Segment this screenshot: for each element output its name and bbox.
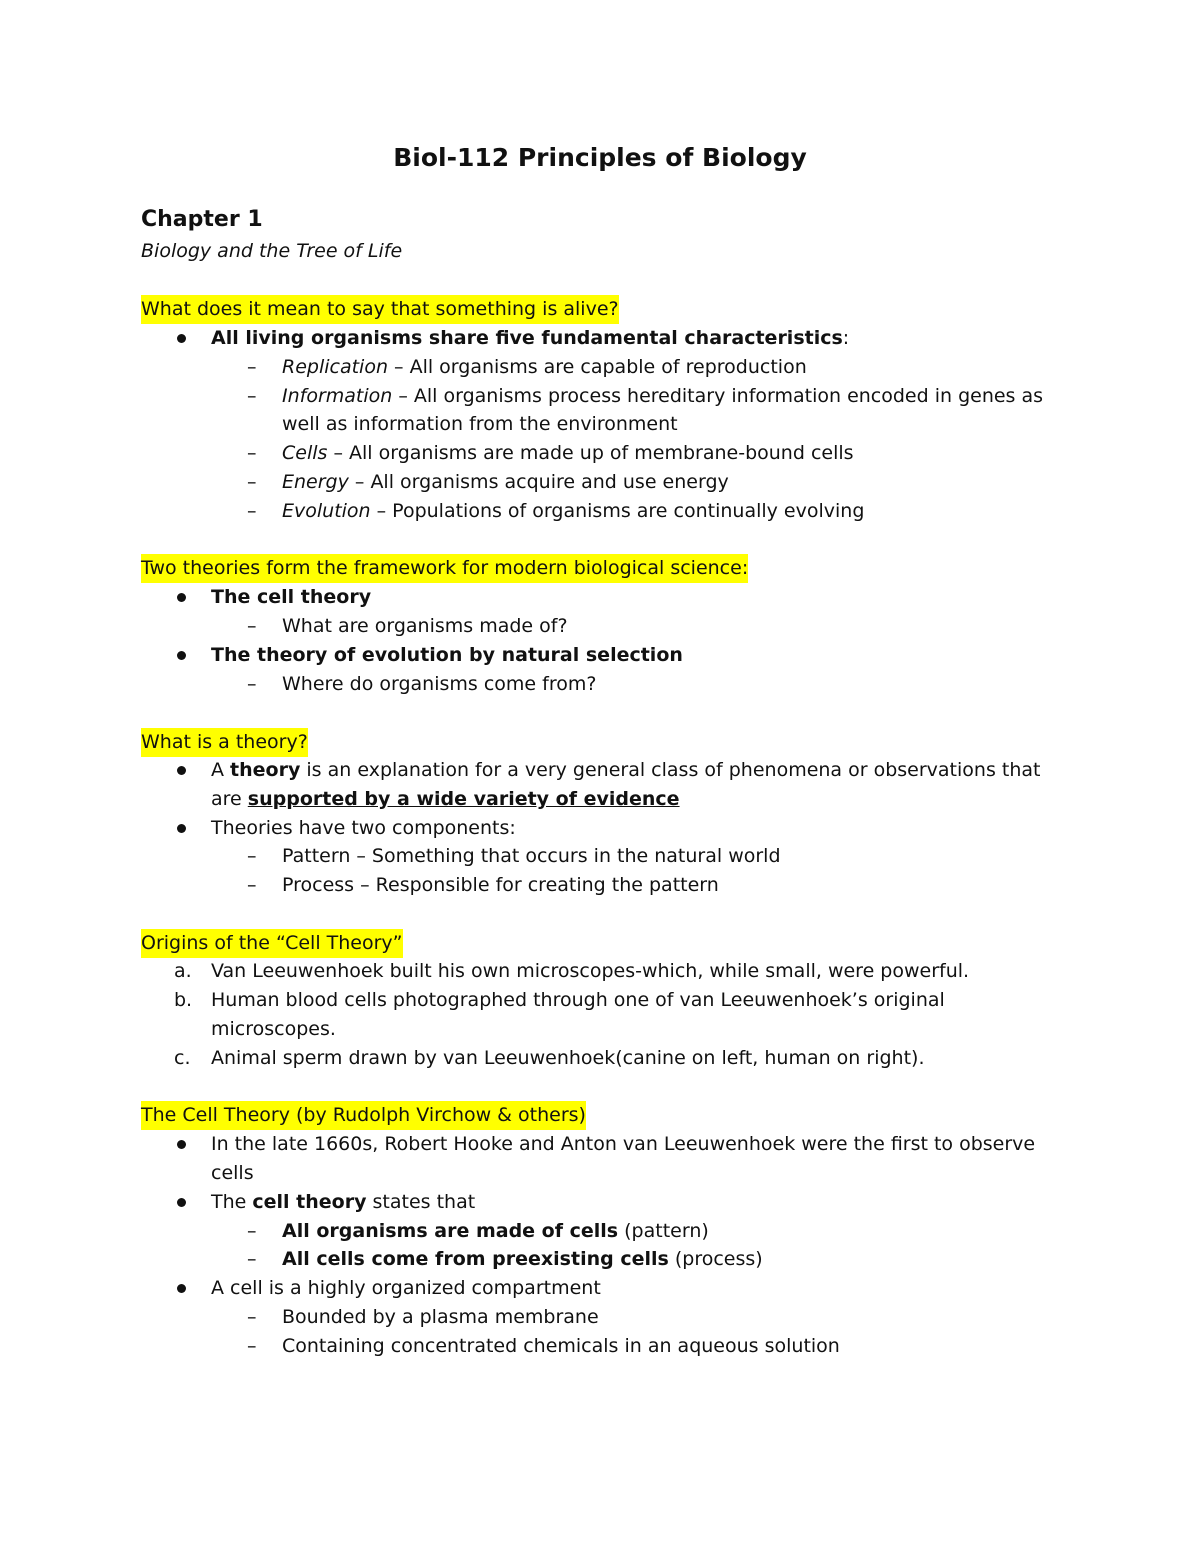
sub-pattern: Pattern – Something that occurs in the natural world <box>282 845 781 867</box>
dash-icon: – <box>247 845 257 867</box>
characteristic-cells: Cells – All organisms are made up of membrane-bound cells <box>282 442 854 464</box>
bullet-icon <box>177 1198 186 1207</box>
dash-icon: – <box>247 1306 257 1328</box>
section-heading-cell-theory: The Cell Theory (by Rudolph Virchow & others) <box>141 1101 586 1130</box>
characteristic-information: Information – All organisms process hereditary information encoded in genes as <box>282 385 1044 407</box>
sub-process: Process – Responsible for creating the pattern <box>282 874 719 896</box>
chapter-subtitle: Biology and the Tree of Life <box>141 240 403 262</box>
list-item-b-cont: microscopes. <box>211 1018 336 1040</box>
sub-organisms-cells: All organisms are made of cells (pattern) <box>282 1220 709 1242</box>
bullet-icon <box>177 651 186 660</box>
dash-icon: – <box>247 1335 257 1357</box>
bullet-hooke: In the late 1660s, Robert Hooke and Anton van Leeuwenhoek were the first to observe <box>211 1133 1036 1155</box>
dash-icon: – <box>247 1248 257 1270</box>
chapter-heading: Chapter 1 <box>141 207 263 232</box>
bullet-icon <box>177 1284 186 1293</box>
section-heading-theory: What is a theory? <box>141 728 308 757</box>
dash-icon: – <box>247 673 257 695</box>
section-heading-origins: Origins of the “Cell Theory” <box>141 929 403 958</box>
document-title: Biol-112 Principles of Biology <box>393 143 807 172</box>
list-item-c: Animal sperm drawn by van Leeuwenhoek(canine on left, human on right). <box>211 1047 925 1069</box>
sub-evolution-theory: Where do organisms come from? <box>282 673 597 695</box>
bullet-cell-theory: The cell theory <box>211 586 372 608</box>
characteristic-information-cont: well as information from the environment <box>282 413 678 435</box>
bullet-cell-theory-states: The cell theory states that <box>211 1191 476 1213</box>
dash-icon: – <box>247 442 257 464</box>
bullet-evolution-theory: The theory of evolution by natural selection <box>211 644 683 666</box>
dash-icon: – <box>247 471 257 493</box>
dash-icon: – <box>247 385 257 407</box>
sub-cell-theory: What are organisms made of? <box>282 615 568 637</box>
dash-icon: – <box>247 500 257 522</box>
bullet-icon <box>177 824 186 833</box>
characteristic-energy: Energy – All organisms acquire and use energy <box>282 471 729 493</box>
dash-icon: – <box>247 615 257 637</box>
bullet-theory-definition-cont: are supported by a wide variety of evidence <box>211 788 680 810</box>
sub-aqueous-solution: Containing concentrated chemicals in an aqueous solution <box>282 1335 840 1357</box>
list-marker: b. <box>174 989 193 1011</box>
list-item-a: Van Leeuwenhoek built his own microscopes-which, while small, were powerful. <box>211 960 970 982</box>
sub-plasma-membrane: Bounded by a plasma membrane <box>282 1306 599 1328</box>
bullet-compartment: A cell is a highly organized compartment <box>211 1277 601 1299</box>
bullet-icon <box>177 1140 186 1149</box>
bullet-theory-definition: A theory is an explanation for a very general class of phenomena or observations that <box>211 759 1041 781</box>
bullet-theory-components: Theories have two components: <box>211 817 516 839</box>
section-heading-alive: What does it mean to say that something is alive? <box>141 295 619 324</box>
characteristic-evolution: Evolution – Populations of organisms are continually evolving <box>282 500 865 522</box>
dash-icon: – <box>247 1220 257 1242</box>
bullet-icon <box>177 593 186 602</box>
bullet-icon <box>177 334 186 343</box>
dash-icon: – <box>247 874 257 896</box>
bullet-icon <box>177 766 186 775</box>
dash-icon: – <box>247 356 257 378</box>
section-heading-two-theories: Two theories form the framework for modern biological science: <box>141 554 748 583</box>
characteristic-replication: Replication – All organisms are capable of reproduction <box>282 356 807 378</box>
sub-preexisting-cells: All cells come from preexisting cells (process) <box>282 1248 763 1270</box>
list-marker: a. <box>174 960 192 982</box>
bullet-characteristics: All living organisms share five fundamental characteristics: <box>211 327 850 349</box>
list-item-b: Human blood cells photographed through one of van Leeuwenhoek’s original <box>211 989 945 1011</box>
list-marker: c. <box>174 1047 191 1069</box>
bullet-hooke-cont: cells <box>211 1162 254 1184</box>
